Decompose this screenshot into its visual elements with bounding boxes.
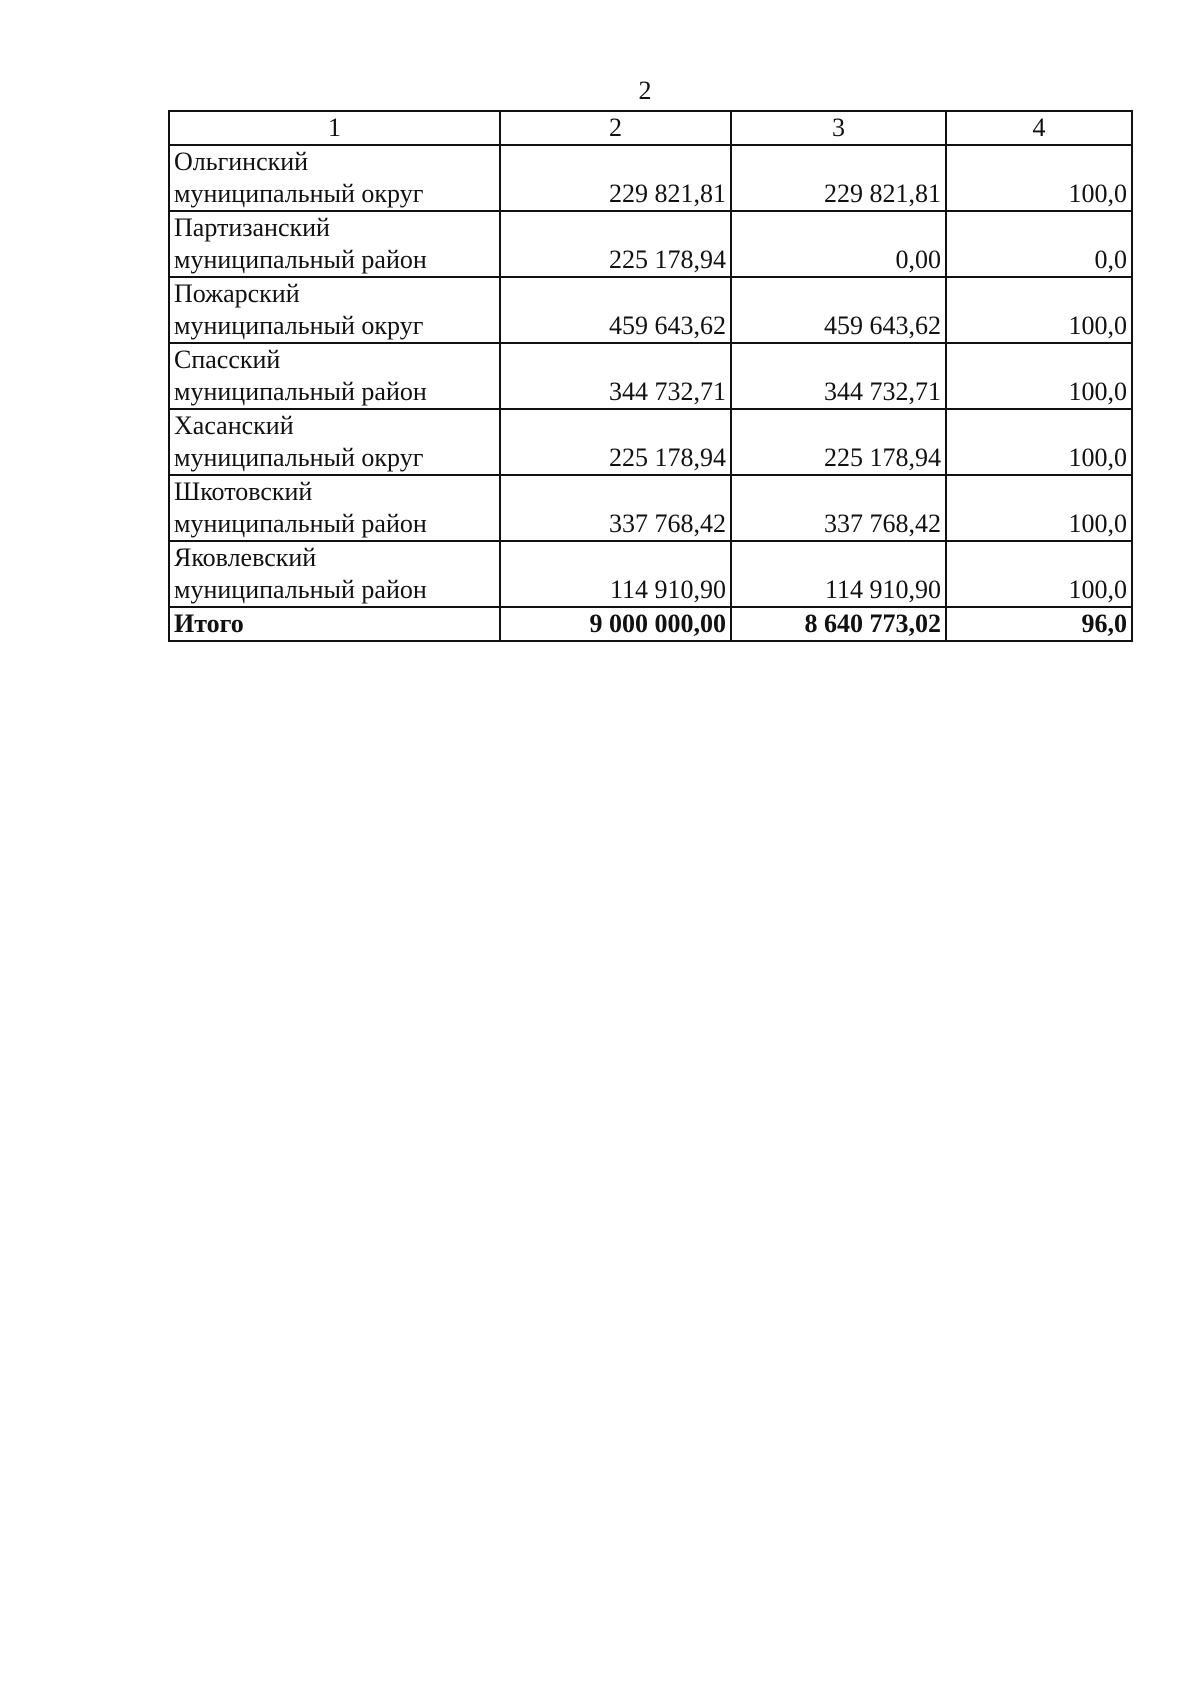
percent-value: 100,0: [946, 277, 1132, 343]
municipality-name-cell: [169, 541, 500, 607]
municipality-name: Спасский: [174, 345, 281, 374]
table-row: [169, 145, 1132, 211]
municipality-name: Партизанский: [174, 213, 330, 242]
column-header-4: 4: [946, 111, 1132, 145]
percent-value: 0,0: [946, 211, 1132, 277]
planned-amount: 225 178,94: [500, 211, 731, 277]
total-label: Итого: [169, 607, 500, 641]
percent-value: 100,0: [946, 145, 1132, 211]
percent-value: 100,0: [946, 343, 1132, 409]
total-row: [169, 607, 1132, 641]
planned-amount: 114 910,90: [500, 541, 731, 607]
allocation-table: [168, 110, 1133, 642]
municipality-type: муниципальный округ: [174, 443, 424, 472]
table-row: [169, 475, 1132, 541]
municipality-type: муниципальный район: [174, 245, 427, 274]
planned-amount: 459 643,62: [500, 277, 731, 343]
planned-amount: 229 821,81: [500, 145, 731, 211]
table-row: [169, 409, 1132, 475]
municipality-name: Яковлевский: [174, 543, 317, 572]
municipality-type: муниципальный район: [174, 575, 427, 604]
percent-value: 100,0: [946, 409, 1132, 475]
planned-amount: 225 178,94: [500, 409, 731, 475]
table-row: [169, 211, 1132, 277]
total-planned-amount: 9 000 000,00: [500, 607, 731, 641]
municipality-name: Хасанский: [174, 411, 294, 440]
table-row: [169, 277, 1132, 343]
column-header-1: 1: [169, 111, 500, 145]
municipality-type: муниципальный округ: [174, 179, 424, 208]
municipality-name-cell: [169, 277, 500, 343]
actual-amount: 344 732,71: [731, 343, 946, 409]
actual-amount: 0,00: [731, 211, 946, 277]
municipality-name-cell: [169, 343, 500, 409]
actual-amount: 114 910,90: [731, 541, 946, 607]
total-actual-amount: 8 640 773,02: [731, 607, 946, 641]
municipality-name: Ольгинский: [174, 147, 309, 176]
municipality-name: Пожарский: [174, 279, 300, 308]
municipality-name: Шкотовский: [174, 477, 313, 506]
municipality-name-cell: [169, 145, 500, 211]
planned-amount: 344 732,71: [500, 343, 731, 409]
municipality-type: муниципальный район: [174, 377, 427, 406]
actual-amount: 459 643,62: [731, 277, 946, 343]
municipality-name-cell: [169, 409, 500, 475]
table-row: [169, 541, 1132, 607]
municipality-type: муниципальный район: [174, 509, 427, 538]
column-header-2: 2: [500, 111, 731, 145]
page-number: 2: [638, 76, 652, 105]
total-percent-value: 96,0: [946, 607, 1132, 641]
column-header-3: 3: [731, 111, 946, 145]
percent-value: 100,0: [946, 475, 1132, 541]
municipality-type: муниципальный округ: [174, 311, 424, 340]
table-header-row: [169, 111, 1132, 145]
planned-amount: 337 768,42: [500, 475, 731, 541]
actual-amount: 337 768,42: [731, 475, 946, 541]
municipality-name-cell: [169, 475, 500, 541]
actual-amount: 229 821,81: [731, 145, 946, 211]
table-row: [169, 343, 1132, 409]
percent-value: 100,0: [946, 541, 1132, 607]
actual-amount: 225 178,94: [731, 409, 946, 475]
municipality-name-cell: [169, 211, 500, 277]
